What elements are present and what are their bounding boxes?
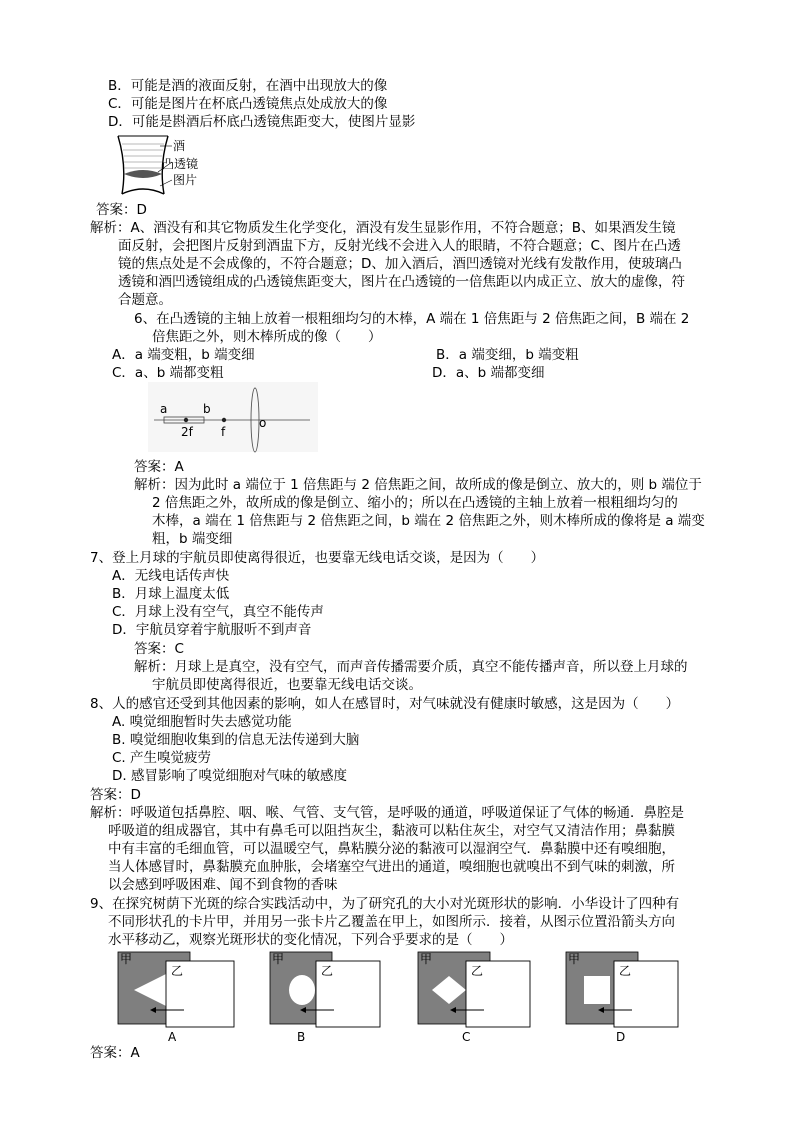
card-yi-label: 乙 [471, 964, 484, 978]
fig-label-f: f [221, 425, 226, 439]
fig-label-b: b [203, 402, 211, 416]
card-figure-d [566, 952, 686, 1044]
card-yi-label: 乙 [619, 964, 632, 978]
fig-label-a: a [160, 402, 168, 416]
q6-stem: 6、在凸透镜的主轴上放着一根粗细均匀的木棒，A 端在 1 倍焦距与 2 倍焦距之间，B 端在 2 [134, 311, 690, 327]
fig-label-lens: 凸透镜 [162, 157, 199, 171]
figure-option-label: D [616, 1030, 626, 1044]
q8-analysis-line: 以会感到呼吸困难、闻不到食物的香味 [108, 877, 338, 893]
card-jia-label: 甲 [120, 952, 133, 966]
q5-analysis-line: 透镜和酒凹透镜组成的凸透镜焦距变大，图片在凸透镜的一倍焦距以内成正立、放大的虚像，符 [118, 274, 685, 290]
q7-analysis-line: 宇航员即使离得很近，也要靠无线电话交谈。 [152, 677, 422, 693]
card-figure-b [270, 952, 390, 1044]
fig-label-picture: 图片 [173, 173, 198, 187]
q5-analysis-line: 面反射，会把图片反射到酒盅下方，反射光线不会进入人的眼睛，不符合题意；C、图片在凸透 [118, 238, 681, 254]
q5-analysis-line: 镜的焦点处是不会成像的，不符合题意；D、加入酒后，酒凹透镜对光线有发散作用，使玻璃凸 [118, 256, 682, 272]
q8-stem: 8、人的感官还受到其他因素的影响，如人在感冒时，对气味就没有健康时敏感，这是因为（ ） [90, 696, 680, 712]
q6-analysis-line: 粗，b 端变细 [152, 531, 233, 547]
q8-option: B. 嗅觉细胞收集到的信息无法传递到大脑 [112, 732, 360, 748]
q7-analysis-line: 解析：月球上是真空，没有空气，而声音传播需要介质，真空不能传播声音，所以登上月球的 [134, 659, 688, 675]
q9-stem: 9、在探究树荫下光斑的综合实践活动中，为了研究孔的大小对光斑形状的影响．小华设计了四种有 [90, 896, 680, 912]
q6-option-d: D．a、b 端都变细 [432, 365, 545, 381]
q5-option-d: D．可能是斟酒后杯底凸透镜焦距变大，使图片显影 [108, 114, 416, 130]
wine-cup-figure [110, 132, 200, 200]
q5-analysis-line: 解析：A、酒没有和其它物质发生化学变化，酒没有发生显影作用，不符合题意；B、如果酒发生镜 [90, 220, 676, 236]
q7-stem: 7、登上月球的宇航员即使离得很近，也要靠无线电话交谈，是因为（ ） [90, 550, 545, 566]
figure-option-label: A [168, 1030, 177, 1044]
q8-option: D. 感冒影响了嗅觉细胞对气味的敏感度 [112, 768, 347, 784]
lens-rod-figure [148, 382, 318, 452]
q8-analysis-line: 中有丰富的毛细血管，可以温暖空气，鼻粘膜分泌的黏液可以湿润空气．鼻黏膜中还有嗅细胞， [108, 841, 675, 857]
card-yi-label: 乙 [321, 964, 334, 978]
q7-answer: 答案：C [134, 641, 184, 657]
q7-option: D．宇航员穿着宇航服听不到声音 [112, 622, 312, 638]
card-figure-c [418, 952, 538, 1044]
fig-label-o: o [259, 416, 267, 430]
q6-stem: 倍焦距之外，则木棒所成的像（ ） [152, 329, 382, 345]
q8-option: C. 产生嗅觉疲劳 [112, 750, 212, 766]
card-jia-label: 甲 [568, 952, 581, 966]
q8-analysis-line: 呼吸道的组成器官，其中有鼻毛可以阻挡灰尘，黏液可以粘住灰尘，对空气又清洁作用；鼻黏膜 [108, 823, 675, 839]
q9-answer: 答案：A [90, 1045, 140, 1061]
q6-analysis-line: 木棒，a 端在 1 倍焦距与 2 倍焦距之间，b 端在 2 倍焦距之外，则木棒所成的像将是 a 端变 [152, 513, 705, 529]
q5-analysis-line: 合题意。 [118, 292, 172, 308]
q6-option-a: A．a 端变粗，b 端变细 [112, 347, 255, 363]
figure-option-label: C [462, 1030, 471, 1044]
q8-analysis-line: 解析：呼吸道包括鼻腔、咽、喉、气管、支气管，是呼吸的通道，呼吸道保证了气体的畅通．鼻腔是 [90, 805, 684, 821]
fig-label-wine: 酒 [173, 139, 186, 153]
card-jia-label: 甲 [272, 952, 285, 966]
q5-option-c: C．可能是图片在杯底凸透镜焦点处成放大的像 [108, 96, 388, 112]
card-jia-label: 甲 [420, 952, 433, 966]
fig-label-2f: 2f [181, 425, 193, 439]
q6-option-c: C．a、b 端都变粗 [112, 365, 224, 381]
q9-stem: 不同形状孔的卡片甲，并用另一张卡片乙覆盖在甲上，如图所示．接着，从图示位置沿箭头方向 [108, 914, 675, 930]
q8-answer: 答案：D [90, 787, 141, 803]
q6-analysis-line: 2 倍焦距之外，故所成的像是倒立、缩小的；所以在凸透镜的主轴上放着一根粗细均匀的 [152, 495, 678, 511]
card-yi-label: 乙 [171, 964, 184, 978]
q8-option: A. 嗅觉细胞暂时失去感觉功能 [112, 714, 292, 730]
card-figure-a [118, 952, 238, 1044]
q6-option-b: B．a 端变细，b 端变粗 [436, 347, 579, 363]
q6-answer: 答案：A [134, 459, 184, 475]
q8-analysis-line: 当人体感冒时，鼻黏膜充血肿胀，会堵塞空气进出的通道，嗅细胞也就嗅出不到气味的刺激，所 [108, 859, 675, 875]
q5-answer: 答案：D [96, 202, 147, 218]
q7-option: A．无线电话传声快 [112, 568, 230, 584]
q9-stem: 水平移动乙，观察光斑形状的变化情况，下列合乎要求的是（ ） [108, 932, 513, 948]
q7-option: C．月球上没有空气，真空不能传声 [112, 604, 324, 620]
q6-analysis-line: 解析：因为此时 a 端位于 1 倍焦距与 2 倍焦距之间，故所成的像是倒立、放大的，则 b 端位于 [134, 477, 702, 493]
figure-option-label: B [297, 1030, 306, 1044]
q5-option-b: B．可能是酒的液面反射，在酒中出现放大的像 [108, 78, 388, 94]
q7-option: B．月球上温度太低 [112, 586, 230, 602]
